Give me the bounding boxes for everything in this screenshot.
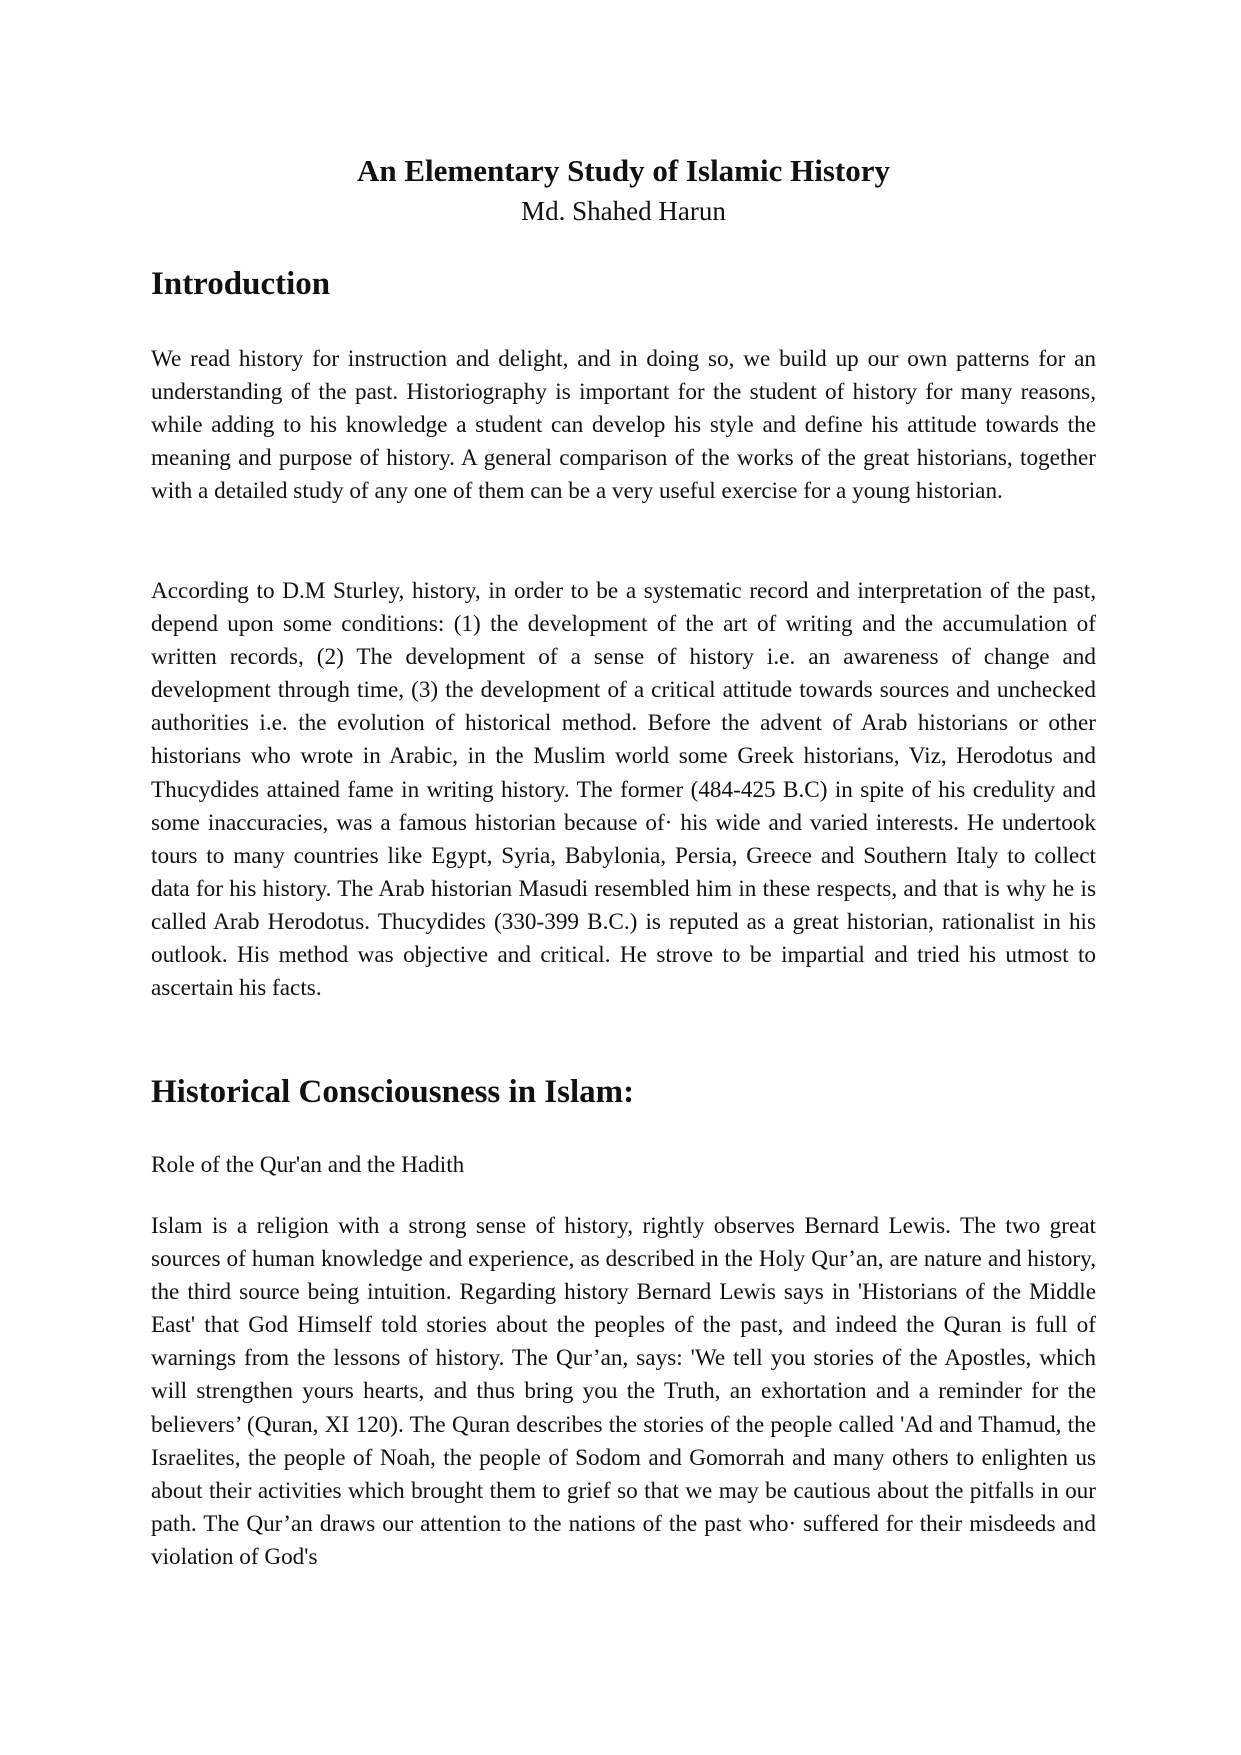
introduction-paragraph-2: According to D.M Sturley, history, in order to be a systematic record and interpretation of the past, depend upon some conditions: (1) the development of the art of writing and the accumulation of written records, (2) The development of a sense of history i.e. an awareness of change and development through time, (3) the development of a critical attitude towards sources and unchecked authorities i.e. the evolution of historical method. Before the advent of Arab historians or other historians who wrote in Arabic, in the Muslim world some Greek historians, Viz, Herodotus and Thucydides attained fame in writing history. The former (484-425 B.C) in spite of his credulity and some inaccuracies, was a famous historian because of· his wide and varied interests. He undertook tours to many countries like Egypt, Syria, Babylonia, Persia, Greece and Southern Italy to collect data for his history. The Arab historian Masudi resembled him in these respects, and that is why he is called Arab Herodotus. Thucydides (330-399 B.C.) is reputed as a great historian, rationalist in his outlook. His method was objective and critical. He strove to be impartial and tried his utmost to ascertain his facts. [151,578,1096,1002]
section-heading-historical-consciousness: Historical Consciousness in Islam: [151,1074,635,1110]
historical-consciousness-paragraph-1: Islam is a religion with a strong sense of history, rightly observes Bernard Lewis. The two great sources of human knowledge and experience, as described in the Holy Qur’an, are nature and history, the third source being intuition. Regarding history Bernard Lewis says in 'Historians of the Middle East' that God Himself told stories about the peoples of the past, and indeed the Quran is full of warnings from the lessons of history. The Qur’an, says: 'We tell you stories of the Apostles, which will strengthen yours hearts, and thus bring you the Truth, an exhortation and a reminder for the believers’ (Quran, XI 120). The Quran describes the stories of the people called 'Ad and Thamud, the Israelites, the people of Noah, the people of Sodom and Gomorrah and many others to enlighten us about their activities which brought them to grief so that we may be cautious about the pitfalls in our path. The Qur’an draws our attention to the nations of the past who· suffered for their misdeeds and violation of God's [151,1213,1096,1570]
section-subheading: Role of the Qur'an and the Hadith [151,1152,465,1178]
introduction-paragraph-1: We read history for instruction and delight, and in doing so, we build up our own patterns for an understanding of the past. Historiography is important for the student of history for many reasons, while adding to his knowledge a student can develop his style and define his attitude towards the meaning and purpose of history. A general comparison of the works of the great historians, together with a detailed study of any one of them can be a very useful exercise for a young historian. [151,346,1096,505]
document-title: An Elementary Study of Islamic History [356,153,890,188]
document-author: Md. Shahed Harun [521,196,726,226]
section-heading-introduction: Introduction [151,266,331,302]
